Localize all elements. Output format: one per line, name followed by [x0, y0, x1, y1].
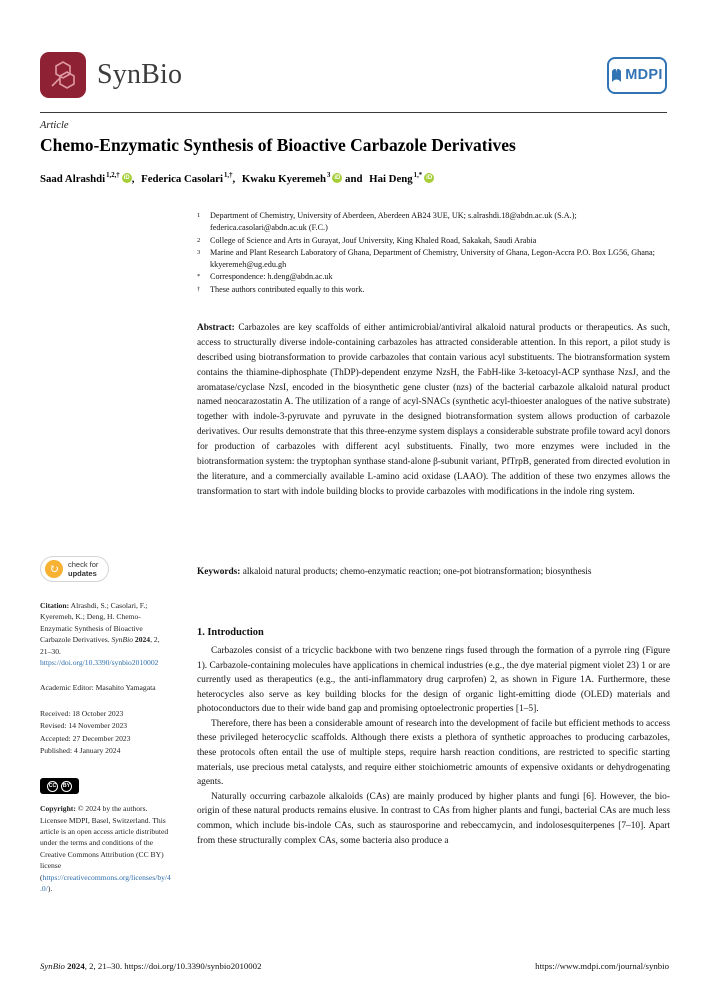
synbio-logo-glyph: [46, 58, 80, 92]
correspondence-mark: *: [197, 273, 201, 281]
author: [141, 173, 235, 185]
copyright-label: Copyright:: [40, 804, 76, 814]
affiliations: [197, 210, 670, 296]
citation-journal: SynBio: [111, 635, 133, 645]
mdpi-logo-icon: [611, 67, 622, 83]
orcid-icon[interactable]: iD: [123, 174, 130, 181]
cc-icon: CC: [47, 781, 58, 792]
sidebar: [40, 556, 172, 908]
page-footer: [40, 961, 669, 971]
check-updates-text: [68, 560, 98, 578]
citation-block: [40, 600, 172, 668]
author-affiliation-marks: 3: [326, 172, 331, 179]
affiliation-row: [197, 210, 670, 235]
intro-paragraph: Naturally occurring carbazole alkaloids (CAs) are mainly produced by higher plants and fungi [6]. However, the bio-origin of these natural products remains elusive. In contrast to CAs from higher plants and fungi, bacterial CAs are much less common, which include bis-indole CAs, such as staurosporine and rebeccamycin, and indolosesquiterpenes [7–10]. Apart from these structurally complex CAs, some bacteria also produce a: [197, 791, 670, 846]
author-name: Kwaku Kyeremeh: [241, 172, 326, 185]
journal-name: SynBio: [97, 59, 183, 90]
affiliation-number: 2: [197, 236, 201, 244]
citation-pages: , 2, 21–30.: [40, 635, 160, 656]
article-dates: [40, 708, 172, 757]
check-updates-line2: updates: [68, 569, 97, 578]
header: [40, 52, 667, 98]
license-url-link[interactable]: https://creativecommons.org/licenses/by/4.0/: [40, 872, 171, 894]
mdpi-logo[interactable]: [607, 57, 667, 94]
footer-journal-url[interactable]: https://www.mdpi.com/journal/synbio: [535, 961, 669, 971]
abstract-label: Abstract:: [197, 323, 235, 333]
copyright-block: [40, 803, 172, 894]
footer-journal: SynBio: [40, 961, 65, 971]
affiliation-text: Marine and Plant Research Laboratory of Ghana, Department of Chemistry, University of Ghana, Legon-Accra P.O. Box LG56, Ghana; kkyeremeh@ug.edu.gh: [210, 247, 655, 270]
section-heading-introduction: 1. Introduction: [197, 627, 264, 638]
check-updates-icon: ↻: [45, 560, 63, 578]
equal-contribution-row: [197, 284, 670, 296]
author: [369, 173, 434, 185]
affiliation-text: Department of Chemistry, University of Aberdeen, Aberdeen AB24 3UE, UK; s.alrashdi.18@abdn.ac.uk (S.A.); federica.casolari@abdn.ac.uk (F.C.): [210, 211, 577, 233]
check-updates-badge[interactable]: [40, 556, 109, 582]
article-type-label: Article: [40, 120, 69, 131]
keywords-text: alkaloid natural products; chemo-enzymatic reaction; one-pot biotransformation; biosynthesis: [242, 567, 592, 577]
academic-editor: Academic Editor: Masahito Yamagata: [40, 683, 156, 693]
citation-year: 2024: [134, 635, 151, 645]
citation-authors-title: Alrashdi, S.; Casolari, F.; Kyeremeh, K.; Deng, H. Chemo-Enzymatic Synthesis of Bioactive Carbazole Derivatives.: [40, 601, 148, 645]
author-name: Saad Alrashdi: [40, 172, 106, 185]
abstract: [197, 321, 670, 500]
keywords: [197, 566, 670, 580]
article-body: [197, 627, 670, 848]
article-title: Chemo-Enzymatic Synthesis of Bioactive Carbazole Derivatives: [40, 135, 516, 155]
citation-label: Citation:: [40, 601, 70, 610]
received-date: Received: 18 October 2023: [40, 708, 124, 718]
mdpi-wordmark: MDPI: [625, 67, 663, 83]
author-line: [40, 172, 670, 185]
equal-contribution-text: These authors contributed equally to this work.: [210, 284, 365, 294]
header-divider: [40, 112, 667, 113]
keywords-label: Keywords:: [197, 567, 241, 577]
author-affiliation-marks: 1,*: [413, 172, 423, 179]
author-separator: ,: [131, 172, 135, 185]
copyright-text-end: ).: [47, 884, 53, 894]
author: [40, 173, 134, 185]
accepted-date: Accepted: 27 December 2023: [40, 733, 131, 743]
author-separator: ,: [232, 172, 236, 185]
revised-date: Revised: 14 November 2023: [40, 721, 128, 731]
synbio-logo-icon: [40, 52, 86, 98]
intro-paragraph: Carbazoles consist of a tricyclic backbone with two benzene rings fused through the formation of a pyrrole ring (Figure 1). Carbazole-containing molecules have applications in chemical industries (e.g., the dye material pigment violet 23) 1 or are currently used as therapeutics (e.g., the anti-inflammatory drug carprofen) 2, as shown in Figure 1A. Furthermore, these heterocycles also serve as key building blocks for the design of organic light-emitting diode (OLED) materials and photoconductors due to their wide band gap and promising optoelectronic properties [1–5].: [197, 646, 670, 715]
footer-citation: [40, 961, 261, 971]
orcid-icon[interactable]: iD: [334, 174, 341, 181]
author: [242, 173, 363, 185]
author-name: Federica Casolari: [141, 172, 223, 185]
affiliation-row: [197, 235, 670, 247]
abstract-text: Carbazoles are key scaffolds of either antimicrobial/antiviral alkaloid natural products or therapeutics. As such, access to structurally diverse indole-containing carbazoles has attracted considerable attention. In this report, a pilot study is described using biotransformation to provide carbazoles that contain various acyl substituents. The biotransformation system contains the thiamine-diphosphate (ThDP)-dependent enzyme NzsH, the FabH-like 3-ketoacyl-ACP synthase NzsJ, and the aromatase/cyclase NzsI, encoded in the biosynthetic gene cluster (nzs) of the bacterial carbazole alkaloid natural product named neocarazostatin A. The utilization of a range of acyl-SNACs (synthetic acyl-thioester analogues of the native substrate) together with indole-3-pyruvate and pyruvate in the designed biotransformation system allows production of carbazole derivatives. Our results demonstrate that this three-enzyme system displays a considerable substrate profile toward acyl donors for production of carbazoles with different acyl substituents. Finally, two more enzymes were included in the biotransformation system: the tryptophan synthase stand-alone β-subunit variant, PfTrpB, generated from directed evolution in the literature, and a commercially available L-amino acid oxidase (LAAO). The addition of these two enzymes allows the transformation to start with indole building blocks to provide carbazoles with modifications in the indole ring system.: [197, 323, 670, 497]
author-affiliation-marks: 1,2,†: [106, 172, 120, 179]
dagger-mark: †: [197, 285, 201, 293]
footer-pages-doi: , 2, 21–30. https://doi.org/10.3390/synbio2010002: [84, 961, 262, 971]
affiliation-row: [197, 247, 670, 272]
citation-doi-link[interactable]: https://doi.org/10.3390/synbio2010002: [40, 657, 159, 667]
affiliation-text: College of Science and Arts in Gurayat, Jouf University, King Khaled Road, Sakakah, Saudi Arabia: [210, 235, 537, 245]
by-icon: BY: [61, 781, 72, 792]
correspondence-text: Correspondence: h.deng@abdn.ac.uk: [210, 272, 333, 282]
orcid-icon[interactable]: iD: [426, 174, 433, 181]
affiliation-number: 1: [197, 212, 201, 219]
published-date: Published: 4 January 2024: [40, 745, 121, 755]
correspondence-row: [197, 271, 670, 283]
intro-paragraph: Therefore, there has been a considerable amount of research into the development of facile but efficient methods to access these privileged heterocyclic scaffolds. Although there exists a plethora of synthetic approaches to producing carbazoles, these protocols often entail the use of multiple steps, require harsh reaction conditions, are restricted to specific starting materials, use precious metal catalysts, and require either stoichiometric amounts of expensive oxidants or dehydrogenating agents.: [197, 718, 670, 788]
cc-by-badge[interactable]: [40, 778, 79, 794]
copyright-text: © 2024 by the authors. Licensee MDPI, Basel, Switzerland. This article is an open access article distributed under the terms and conditions of the Creative Commons Attribution (CC BY) license (: [40, 804, 169, 882]
footer-year: 2024: [67, 961, 85, 971]
author-name: Hai Deng: [369, 172, 413, 185]
check-updates-line1: check for: [68, 560, 99, 569]
author-affiliation-marks: 1,†: [223, 172, 233, 179]
synbio-logo[interactable]: [40, 52, 182, 98]
author-separator: and: [342, 172, 363, 185]
affiliation-number: 3: [197, 248, 201, 256]
